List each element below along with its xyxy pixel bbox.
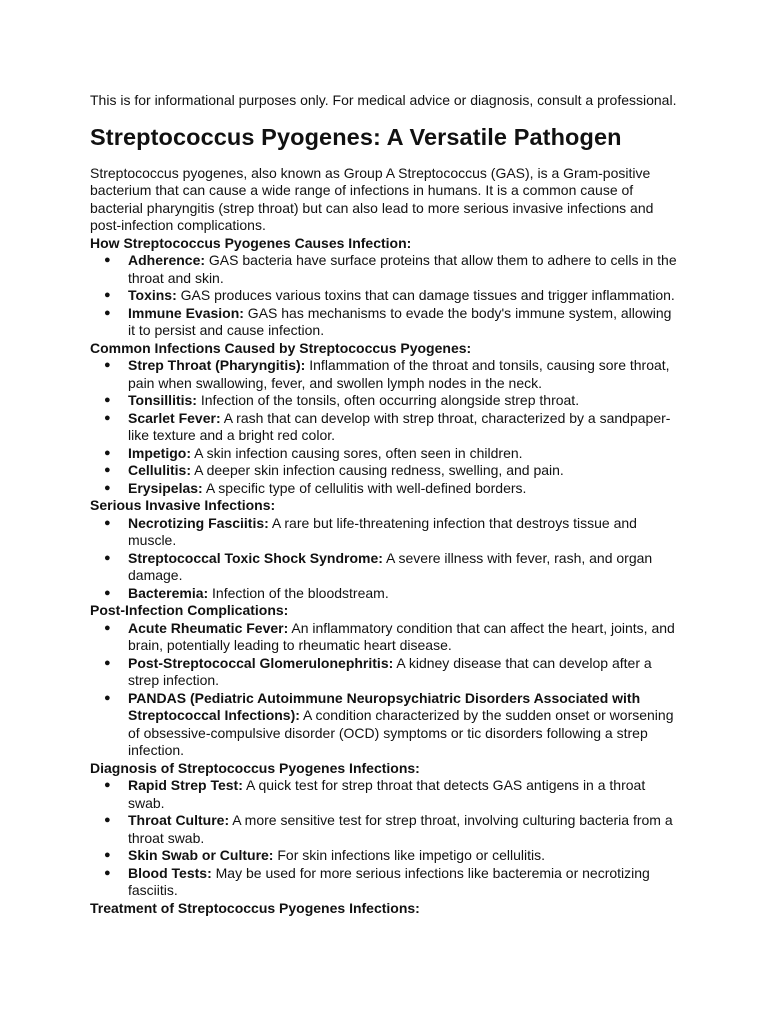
list-item [90, 655, 680, 690]
item-description: A skin infection causing sores, often seen in children. [191, 444, 523, 461]
list-item [90, 515, 680, 550]
list-item [90, 305, 680, 340]
document-page [90, 92, 680, 917]
item-description: A rash that can develop with strep throat, characterized by a sandpaper-like texture and a bright red color. [128, 409, 671, 443]
item-description: A quick test for strep throat that detects GAS antigens in a throat swab. [128, 777, 646, 811]
item-term: Skin Swab or Culture: [128, 847, 274, 863]
bullet-icon: ● [104, 586, 111, 599]
item-description: Infection of the tonsils, often occurring alongside strep throat. [196, 392, 580, 408]
item-description: A condition characterized by the sudden onset or worsening of obsessive-compulsive disorder (OCD) symptoms or tic disorders following a strep infection. [128, 707, 674, 758]
item-description: GAS produces various toxins that can damage tissues and trigger inflammation. [176, 287, 675, 303]
section-heading: How Streptococcus Pyogenes Causes Infection: [90, 234, 412, 251]
bullet-icon: ● [104, 866, 111, 879]
list-item [90, 480, 680, 498]
list-item [90, 585, 680, 603]
item-term: Streptococcal Toxic Shock Syndrome: [128, 549, 383, 566]
list-item [90, 690, 680, 760]
item-term: Acute Rheumatic Fever: [128, 619, 289, 636]
list-item [90, 620, 680, 655]
list-item [90, 392, 680, 410]
item-term: Toxins: [128, 287, 177, 303]
list-item [90, 777, 680, 812]
bullet-icon: ● [104, 516, 111, 529]
intro-paragraph: Streptococcus pyogenes, also known as Group A Streptococcus (GAS), is a Gram-positive bacterium that can cause a wide range of infections in humans. It is a common cause of bacterial pharyngitis (strep throat) but can also lead to more serious invasive infections and post-infection complications. [90, 164, 654, 233]
bullet-icon: ● [104, 849, 111, 861]
section [90, 900, 680, 918]
item-description: A more sensitive test for strep throat, involving culturing bacteria from a throat swab. [128, 812, 673, 846]
item-description: A specific type of cellulitis with well-defined borders. [202, 479, 527, 496]
item-term: Rapid Strep Test: [128, 777, 243, 793]
item-term: Post-Streptococcal Glomerulonephritis: [128, 654, 394, 671]
bullet-list [90, 777, 680, 900]
document-title: Streptococcus Pyogenes: A Versatile Pathogen [90, 123, 622, 150]
bullet-icon: ● [104, 656, 111, 669]
item-description: A kidney disease that can develop after a strep infection. [128, 654, 652, 688]
list-item [90, 410, 680, 445]
item-description: GAS has mechanisms to evade the body's immune system, allowing it to persist and cause infection. [128, 304, 672, 338]
list-item [90, 550, 680, 585]
list-item [90, 445, 680, 463]
bullet-icon: ● [104, 551, 111, 564]
section [90, 497, 680, 602]
item-term: Adherence: [128, 252, 206, 268]
item-description: A severe illness with fever, rash, and organ damage. [128, 549, 653, 583]
bullet-icon: ● [104, 254, 111, 266]
bullet-icon: ● [104, 289, 111, 301]
list-item [90, 865, 680, 900]
item-term: Impetigo: [128, 444, 191, 461]
section-heading: Post-Infection Complications: [90, 602, 289, 618]
item-term: Bacteremia: [128, 584, 209, 601]
item-term: Blood Tests: [128, 864, 212, 881]
item-term: Scarlet Fever: [128, 409, 221, 426]
item-term: Necrotizing Fasciitis: [128, 514, 269, 531]
bullet-icon: ● [104, 411, 111, 424]
item-description: A rare but life-threatening infection that destroys tissue and muscle. [128, 514, 637, 548]
section [90, 340, 680, 498]
disclaimer-text: This is for informational purposes only. For medical advice or diagnosis, consult a professional. [90, 92, 677, 108]
bullet-icon: ● [104, 446, 111, 459]
bullet-icon: ● [104, 814, 111, 826]
section-heading: Common Infections Caused by Streptococcus Pyogenes: [90, 339, 472, 356]
item-description: An inflammatory condition that can affect the heart, joints, and brain, potentially leading to rheumatic heart disease. [128, 619, 675, 653]
bullet-list [90, 515, 680, 603]
bullet-icon: ● [104, 306, 111, 319]
section [90, 760, 680, 900]
item-term: PANDAS (Pediatric Autoimmune Neuropsychiatric Disorders Associated with Streptococcal Infections): [128, 689, 641, 723]
item-term: Erysipelas: [128, 479, 203, 496]
bullet-list [90, 357, 680, 497]
item-term: Immune Evasion: [128, 304, 244, 321]
list-item [90, 287, 680, 305]
item-description: Inflammation of the throat and tonsils, causing sore throat, pain when swallowing, fever, and swollen lymph nodes in the neck. [128, 357, 670, 391]
section-heading: Serious Invasive Infections: [90, 497, 276, 513]
item-description: A deeper skin infection causing redness, swelling, and pain. [191, 462, 564, 478]
bullet-icon: ● [104, 691, 111, 704]
bullet-icon: ● [104, 779, 111, 791]
list-item [90, 357, 680, 392]
bullet-icon: ● [104, 394, 111, 406]
list-item [90, 847, 680, 865]
section [90, 235, 680, 340]
section [90, 602, 680, 760]
item-description: For skin infections like impetigo or cellulitis. [273, 847, 546, 863]
bullet-icon: ● [104, 481, 111, 494]
item-term: Tonsillitis: [128, 392, 197, 408]
bullet-icon: ● [104, 621, 111, 634]
bullet-list [90, 620, 680, 760]
item-term: Cellulitis: [128, 462, 192, 478]
section-heading: Diagnosis of Streptococcus Pyogenes Infections: [90, 759, 420, 776]
bullet-icon: ● [104, 464, 111, 476]
bullet-list [90, 252, 680, 340]
bullet-icon: ● [104, 359, 111, 371]
item-description: Infection of the bloodstream. [208, 584, 389, 601]
sections-container [90, 235, 680, 918]
item-term: Strep Throat (Pharyngitis): [128, 357, 306, 373]
item-description: May be used for more serious infections like bacteremia or necrotizing fasciitis. [128, 864, 650, 898]
list-item [90, 462, 680, 480]
item-description: GAS bacteria have surface proteins that allow them to adhere to cells in the throat and skin. [128, 252, 677, 286]
list-item [90, 252, 680, 287]
section-heading: Treatment of Streptococcus Pyogenes Infections: [90, 899, 420, 916]
list-item [90, 812, 680, 847]
item-term: Throat Culture: [128, 812, 230, 828]
